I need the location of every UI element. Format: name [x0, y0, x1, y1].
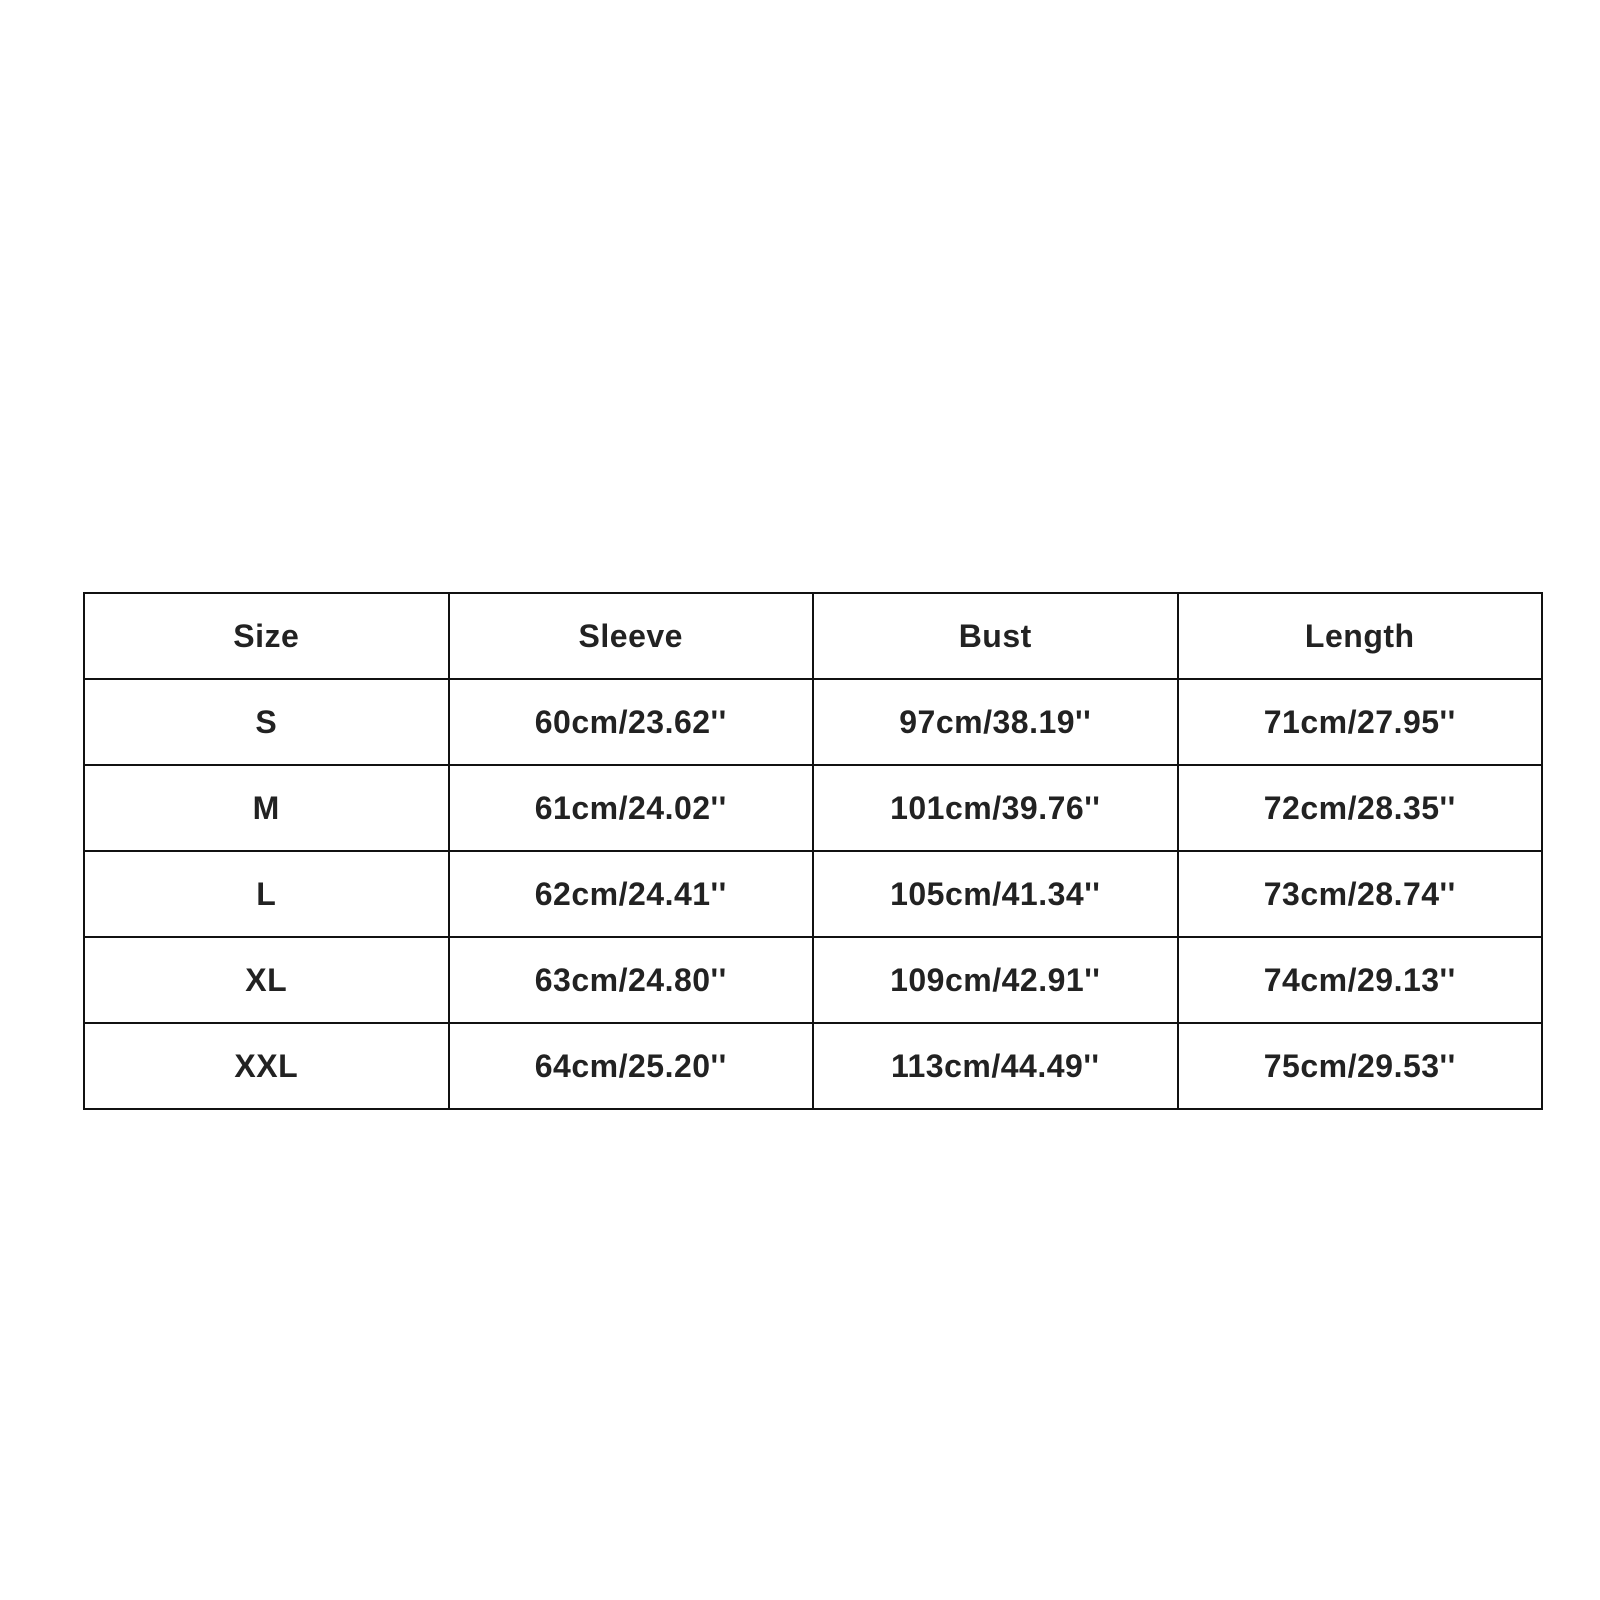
size-cell: M — [84, 765, 449, 851]
header-size: Size — [84, 593, 449, 679]
header-bust: Bust — [813, 593, 1178, 679]
length-cell: 75cm/29.53'' — [1178, 1023, 1543, 1109]
size-cell: S — [84, 679, 449, 765]
table-row — [84, 765, 1542, 851]
table-row — [84, 937, 1542, 1023]
bust-cell: 113cm/44.49'' — [813, 1023, 1178, 1109]
sleeve-cell: 60cm/23.62'' — [449, 679, 814, 765]
length-cell: 72cm/28.35'' — [1178, 765, 1543, 851]
size-chart-body — [84, 679, 1542, 1109]
table-row — [84, 679, 1542, 765]
header-length: Length — [1178, 593, 1543, 679]
bust-cell: 109cm/42.91'' — [813, 937, 1178, 1023]
sleeve-cell: 61cm/24.02'' — [449, 765, 814, 851]
bust-cell: 105cm/41.34'' — [813, 851, 1178, 937]
size-cell: XXL — [84, 1023, 449, 1109]
size-cell: XL — [84, 937, 449, 1023]
sleeve-cell: 63cm/24.80'' — [449, 937, 814, 1023]
length-cell: 73cm/28.74'' — [1178, 851, 1543, 937]
length-cell: 71cm/27.95'' — [1178, 679, 1543, 765]
sleeve-cell: 62cm/24.41'' — [449, 851, 814, 937]
size-cell: L — [84, 851, 449, 937]
header-sleeve: Sleeve — [449, 593, 814, 679]
length-cell: 74cm/29.13'' — [1178, 937, 1543, 1023]
table-row — [84, 851, 1542, 937]
bust-cell: 97cm/38.19'' — [813, 679, 1178, 765]
size-chart-table — [83, 592, 1543, 1110]
bust-cell: 101cm/39.76'' — [813, 765, 1178, 851]
table-row — [84, 1023, 1542, 1109]
header-row — [84, 593, 1542, 679]
size-chart-header — [84, 593, 1542, 679]
sleeve-cell: 64cm/25.20'' — [449, 1023, 814, 1109]
